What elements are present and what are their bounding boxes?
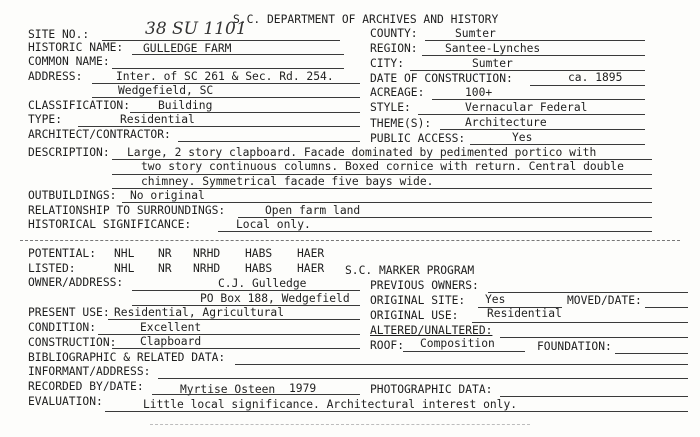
potential-option-nrhd[interactable]: NRHD xyxy=(193,247,221,260)
date-of-construction-label: DATE OF CONSTRUCTION: xyxy=(370,72,513,85)
type-value: Residential xyxy=(120,113,195,126)
original-site-value: Yes xyxy=(485,293,506,306)
outbuildings-value: No original xyxy=(130,189,205,202)
acreage-value: 100+ xyxy=(465,86,493,99)
listed-option-nrhd[interactable]: NRHD xyxy=(193,262,221,275)
historic-name-label: HISTORIC NAME: xyxy=(28,41,124,54)
address-label: ADDRESS: xyxy=(28,70,83,83)
condition-value: Excellent xyxy=(140,321,202,334)
themes-value: Architecture xyxy=(465,116,547,129)
style-line xyxy=(418,114,645,115)
owner-address: PO Box 188, Wedgefield xyxy=(200,292,350,305)
type-label: TYPE: xyxy=(28,113,63,126)
outbuildings-label: OUTBUILDINGS: xyxy=(28,189,117,202)
listed-option-haer[interactable]: HAER xyxy=(297,262,325,275)
architect-label: ARCHITECT/CONTRACTOR: xyxy=(28,128,171,141)
historic-name-line xyxy=(132,54,344,55)
public-access-label: PUBLIC ACCESS: xyxy=(370,132,466,145)
common-name-line xyxy=(112,68,344,69)
original-use-line xyxy=(472,322,688,323)
owner-line1 xyxy=(132,290,360,291)
description-line1: Large, 2 story clapboard. Facade dominated by pedimented portico with xyxy=(127,146,597,159)
listed-option-nr[interactable]: NR xyxy=(158,262,172,275)
form-header: S.C. DEPARTMENT OF ARCHIVES AND HISTORY xyxy=(233,13,499,26)
roof-value: Composition xyxy=(420,337,495,350)
county-label: COUNTY: xyxy=(370,27,418,40)
public-access-value: Yes xyxy=(512,131,533,144)
evaluation-label: EVALUATION: xyxy=(28,395,103,408)
description-label: DESCRIPTION: xyxy=(28,146,110,159)
potential-option-habs[interactable]: HABS xyxy=(245,247,273,260)
original-use-label: ORIGINAL USE: xyxy=(370,309,459,322)
site-no-value: 38 SU 1101 xyxy=(145,19,247,39)
altered-line xyxy=(500,337,688,338)
listed-label: LISTED: xyxy=(28,262,76,275)
recorded-by-label: RECORDED BY/DATE: xyxy=(28,380,144,393)
recorded-by-name: Myrtise Osteen xyxy=(180,383,276,396)
region-line xyxy=(422,55,645,56)
acreage-label: ACREAGE: xyxy=(370,86,425,99)
informant-line xyxy=(158,378,688,379)
county-value: Sumter xyxy=(455,27,496,40)
recorded-by-line xyxy=(152,394,360,395)
bottom-dashed-rule xyxy=(150,424,530,425)
listed-option-habs[interactable]: HABS xyxy=(245,262,273,275)
section-divider xyxy=(20,240,680,241)
relationship-label: RELATIONSHIP TO SURROUNDINGS: xyxy=(28,204,226,217)
potential-option-nr[interactable]: NR xyxy=(158,247,172,260)
common-name-label: COMMON NAME: xyxy=(28,55,110,68)
previous-owners-label: PREVIOUS OWNERS: xyxy=(370,279,479,292)
potential-option-nhl[interactable]: NHL xyxy=(114,247,135,260)
relationship-value: Open farm land xyxy=(265,204,361,217)
type-line xyxy=(78,126,360,127)
original-use-value: Residential xyxy=(487,307,562,320)
date-of-construction-value: ca. 1895 xyxy=(568,71,623,84)
classification-value: Building xyxy=(158,99,213,112)
site-no-label: SITE NO.: xyxy=(28,28,90,41)
historic-name-value: GULLEDGE FARM xyxy=(143,42,232,55)
date-of-construction-line xyxy=(530,85,645,86)
city-label: CITY: xyxy=(370,57,405,70)
region-value: Santee-Lynches xyxy=(445,42,541,55)
altered-label: ALTERED/UNALTERED: xyxy=(370,324,493,337)
photographic-data-line xyxy=(500,396,688,397)
photographic-data-label: PHOTOGRAPHIC DATA: xyxy=(370,383,493,396)
public-access-line xyxy=(470,144,645,145)
address-line2: Wedgefield, SC xyxy=(118,84,214,97)
foundation-line xyxy=(615,353,688,354)
city-value: Sumter xyxy=(472,57,513,70)
construction-line xyxy=(112,348,360,349)
historical-significance-label: HISTORICAL SIGNIFICANCE: xyxy=(28,218,192,231)
present-use-label: PRESENT USE: xyxy=(28,306,110,319)
construction-value: Clapboard xyxy=(140,335,202,348)
listed-option-nhl[interactable]: NHL xyxy=(114,262,135,275)
construction-label: CONSTRUCTION: xyxy=(28,336,117,349)
present-use-line xyxy=(108,319,360,320)
address-line1: Inter. of SC 261 & Sec. Rd. 254. xyxy=(116,70,334,83)
potential-option-haer[interactable]: HAER xyxy=(297,247,325,260)
marker-program-label: S.C. MARKER PROGRAM xyxy=(345,264,475,277)
evaluation-value: Little local significance. Architectural interest only. xyxy=(143,398,518,411)
acreage-line xyxy=(432,99,645,100)
county-line xyxy=(425,40,645,41)
bibliographic-label: BIBLIOGRAPHIC & RELATED DATA: xyxy=(28,351,226,364)
region-label: REGION: xyxy=(370,42,418,55)
outbuildings-line xyxy=(122,202,652,203)
site-no-line xyxy=(102,40,340,41)
present-use-value: Residential, Agricultural xyxy=(114,306,285,319)
moved-date-line xyxy=(645,307,688,308)
roof-label: ROOF: xyxy=(370,339,405,352)
bibliographic-line xyxy=(235,364,688,365)
recorded-by-date: 1979 xyxy=(289,382,317,395)
condition-line xyxy=(98,334,360,335)
themes-line xyxy=(440,129,645,130)
potential-label: POTENTIAL: xyxy=(28,247,97,260)
original-site-label: ORIGINAL SITE: xyxy=(370,294,466,307)
style-label: STYLE: xyxy=(370,101,411,114)
roof-line xyxy=(403,351,525,352)
historical-significance-value: Local only. xyxy=(236,218,311,231)
historical-significance-line xyxy=(218,231,652,232)
architect-line xyxy=(178,141,360,142)
address-line2-rule xyxy=(92,97,360,98)
themes-label: THEME(S): xyxy=(370,117,432,130)
condition-label: CONDITION: xyxy=(28,321,97,334)
owner-name: C.J. Gulledge xyxy=(218,277,307,290)
description-line3: chimney. Symmetrical facade five bays wide. xyxy=(141,175,434,188)
classification-label: CLASSIFICATION: xyxy=(28,99,131,112)
owner-label: OWNER/ADDRESS: xyxy=(28,276,124,289)
previous-owners-line xyxy=(488,292,688,293)
description-line2: two story continuous columns. Boxed cornice with return. Central double xyxy=(141,160,624,173)
foundation-label: FOUNDATION: xyxy=(537,340,612,353)
style-value: Vernacular Federal xyxy=(465,101,588,114)
informant-label: INFORMANT/ADDRESS: xyxy=(28,365,151,378)
evaluation-line xyxy=(105,411,688,412)
moved-date-label: MOVED/DATE: xyxy=(567,294,642,307)
